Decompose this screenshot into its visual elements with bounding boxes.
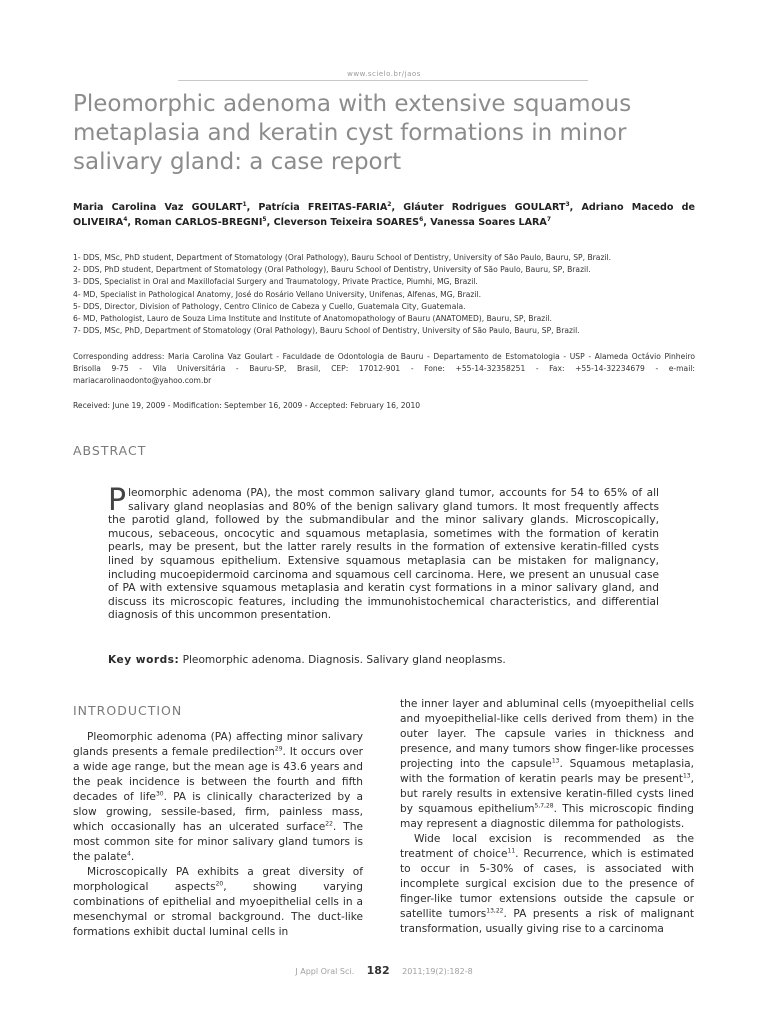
author-affiliation-ref: 6 [419, 215, 424, 223]
affiliation: 7- DDS, MSc, PhD, Department of Stomatology (Oral Pathology), Bauru School of Dentistry, University of São Paulo, Bauru, SP, Brazil. [73, 326, 580, 336]
introduction-heading: INTRODUCTION [73, 703, 183, 718]
author-name: Cleverson Teixeira SOARES [273, 217, 420, 228]
citation: 2011;19(2):182-8 [402, 967, 473, 976]
paragraph: Wide local excision is recommended as the treatment of choice$^{11}$. Recurrence, which is estimated to occur in 5-30% of cases, is associated with incomplete surgical excision due to the presence of finger-like tumor extensions outside the capsule or satellite tumors$^{13,22}$. PA presents a risk of malignant transformation, usually giving rise to a carcinoma [400, 833, 694, 935]
received-dates: Received: June 19, 2009 - Modification: September 16, 2009 - Accepted: February 16, 2010 [73, 401, 421, 410]
left-column [73, 730, 363, 940]
right-column [400, 697, 694, 937]
corresponding-address: Corresponding address: Maria Carolina Vaz Goulart - Faculdade de Odontologia de Bauru - Departamento de Estomatologia - USP - Alameda Octávio Pinheiro Brisolla 9-75 - Vila Universitária - Bauru-SP, Brasil, CEP: 17012-901 - Fone: +55-14-32358251 - Fax: +55-14-32234679 - e-mail: mariacarolinaodonto@yahoo.com.br [73, 352, 695, 386]
journal-url: www.scielo.br/jaos [347, 70, 421, 78]
keywords-text: Pleomorphic adenoma. Diagnosis. Salivary gland neoplasms. [182, 654, 506, 666]
author-name: Maria Carolina Vaz GOULART [73, 202, 243, 213]
author-list: Maria Carolina Vaz GOULART$^1$, Patrícia FREITAS-FARIA$^2$, Gláuter Rodrigues GOULART$^3$, Adriano Macedo de OLIVEIRA$^4$, Roman CARLOS-BREGNI$^5$, Cleverson Teixeira SOARES$^6$, Vanessa Soares LARA$^7$ [73, 200, 695, 228]
author-name: Vanessa Soares LARA [430, 217, 547, 228]
header-rule [178, 80, 588, 81]
affiliation-list [73, 252, 713, 337]
affiliation: 4- MD, Specialist in Pathological Anatomy, José do Rosário Vellano University, Unifenas, Alfenas, MG, Brazil. [73, 289, 482, 299]
abstract-body [108, 483, 659, 623]
affiliation: 3- DDS, Specialist in Oral and Maxillofacial Surgery and Traumatology, Private Practice, Piumhi, MG, Brazil. [73, 277, 478, 287]
keywords [108, 654, 668, 666]
author-affiliation-ref: 2 [387, 200, 392, 208]
abstract-heading: ABSTRACT [73, 443, 147, 458]
author-affiliation-ref: 5 [262, 215, 267, 223]
affiliation: 5- DDS, Director, Division of Pathology, Centro Clinico de Cabeza y Cuello, Guatemala City, Guatemala. [73, 301, 466, 311]
abstract-text: leomorphic adenoma (PA), the most common salivary gland tumor, accounts for 54 to 65% of all salivary gland neoplasias and 80% of the benign salivary gland tumors. It most frequently affects the parotid gland, followed by the submandibular and the minor salivary glands. Microscopically, mucous, sebaceous, oncocytic and squamous metaplasia, sometimes with the formation of keratin pearls, may be present, but the latter rarely results in the formation of extensive keratin-filled cysts lined by squamous epithelium. Extensive squamous metaplasia can be mistaken for malignancy, including mucoepidermoid carcinoma and squamous cell carcinoma. Here, we present an unusual case of PA with extensive squamous metaplasia and keratin cyst formations in a minor salivary gland, and discuss its microscopic features, including the immunohistochemical characteristics, and differential diagnosis of this uncommon presentation. [108, 487, 659, 622]
author-affiliation-ref: 1 [242, 200, 247, 208]
paragraph: the inner layer and abluminal cells (myoepithelial cells and myoepithelial-like cells derived from them) in the outer layer. The capsule varies in thickness and presence, and many tumors show finger-like processes projecting into the capsule$^{13}$. Squamous metaplasia, with the formation of keratin pearls may be present$^{13}$, but rarely results in extensive keratin-filled cysts lined by squamous epithelium$^{5,7,28}$. This microscopic finding may represent a diagnostic dilemma for pathologists. [400, 698, 694, 830]
author-affiliation-ref: 7 [546, 215, 552, 223]
drop-cap: P [108, 483, 127, 518]
page-number: 182 [366, 964, 390, 977]
citation-ref: 22 [325, 820, 333, 828]
citation-ref: 4 [127, 850, 131, 858]
author-affiliation-ref: 4 [123, 215, 128, 223]
author-name: Adriano Macedo de OLIVEIRA [73, 202, 695, 228]
article-title: Pleomorphic adenoma with extensive squamous metaplasia and keratin cyst formations in minor salivary gland: a case report [73, 91, 632, 175]
citation-ref: 13 [551, 757, 560, 765]
paragraph: Pleomorphic adenoma (PA) affecting minor salivary glands presents a female predilection$^{29}$. It occurs over a wide age range, but the mean age is 43.6 years and the peak incidence is between the fourth and fifth decades of life$^{30}$. PA is clinically characterized by a slow growing, sessile-based, firm, painless mass, which occasionally has an ulcerated surface$^{22}$. The most common site for minor salivary gland tumors is the palate$^4$. [73, 731, 364, 863]
citation-ref: 30 [155, 790, 164, 798]
author-affiliation-ref: 3 [565, 200, 570, 208]
citation-ref: 29 [274, 745, 283, 753]
author-name: Gláuter Rodrigues GOULART [403, 202, 566, 213]
citation-ref: 20 [215, 880, 224, 888]
citation-ref: 13 [682, 772, 691, 780]
affiliation: 6- MD, Pathologist, Lauro de Souza Lima Institute and Institute of Anatomopathology of Bauru (ANATOMED), Bauru, SP, Brazil. [73, 314, 552, 324]
journal-abbrev: J Appl Oral Sci. [295, 967, 355, 976]
keywords-label: Key words: [108, 654, 180, 666]
paragraph: Microscopically PA exhibits a great diversity of morphological aspects$^{20}$, showing varying combinations of epithelial and myoepithelial cells in a mesenchymal or stromal background. The duct-like formations exhibit ductal luminal cells in [73, 866, 363, 938]
citation-ref: 13,22 [486, 907, 504, 915]
author-name: Roman CARLOS-BREGNI [134, 217, 263, 228]
affiliation: 1- DDS, MSc, PhD student, Department of Stomatology (Oral Pathology), Bauru School of Dentistry, University of São Paulo, Bauru, SP, Brazil. [73, 253, 612, 262]
citation-ref: 5,7,28 [534, 802, 554, 810]
citation-ref: 11 [507, 847, 516, 855]
affiliation: 2- DDS, PhD student, Department of Stomatology (Oral Pathology), Bauru School of Dentistry, University of São Paulo, Bauru, SP, Brazil. [73, 265, 591, 275]
author-name: Patrícia FREITAS-FARIA [258, 202, 388, 213]
page-footer [0, 964, 768, 977]
